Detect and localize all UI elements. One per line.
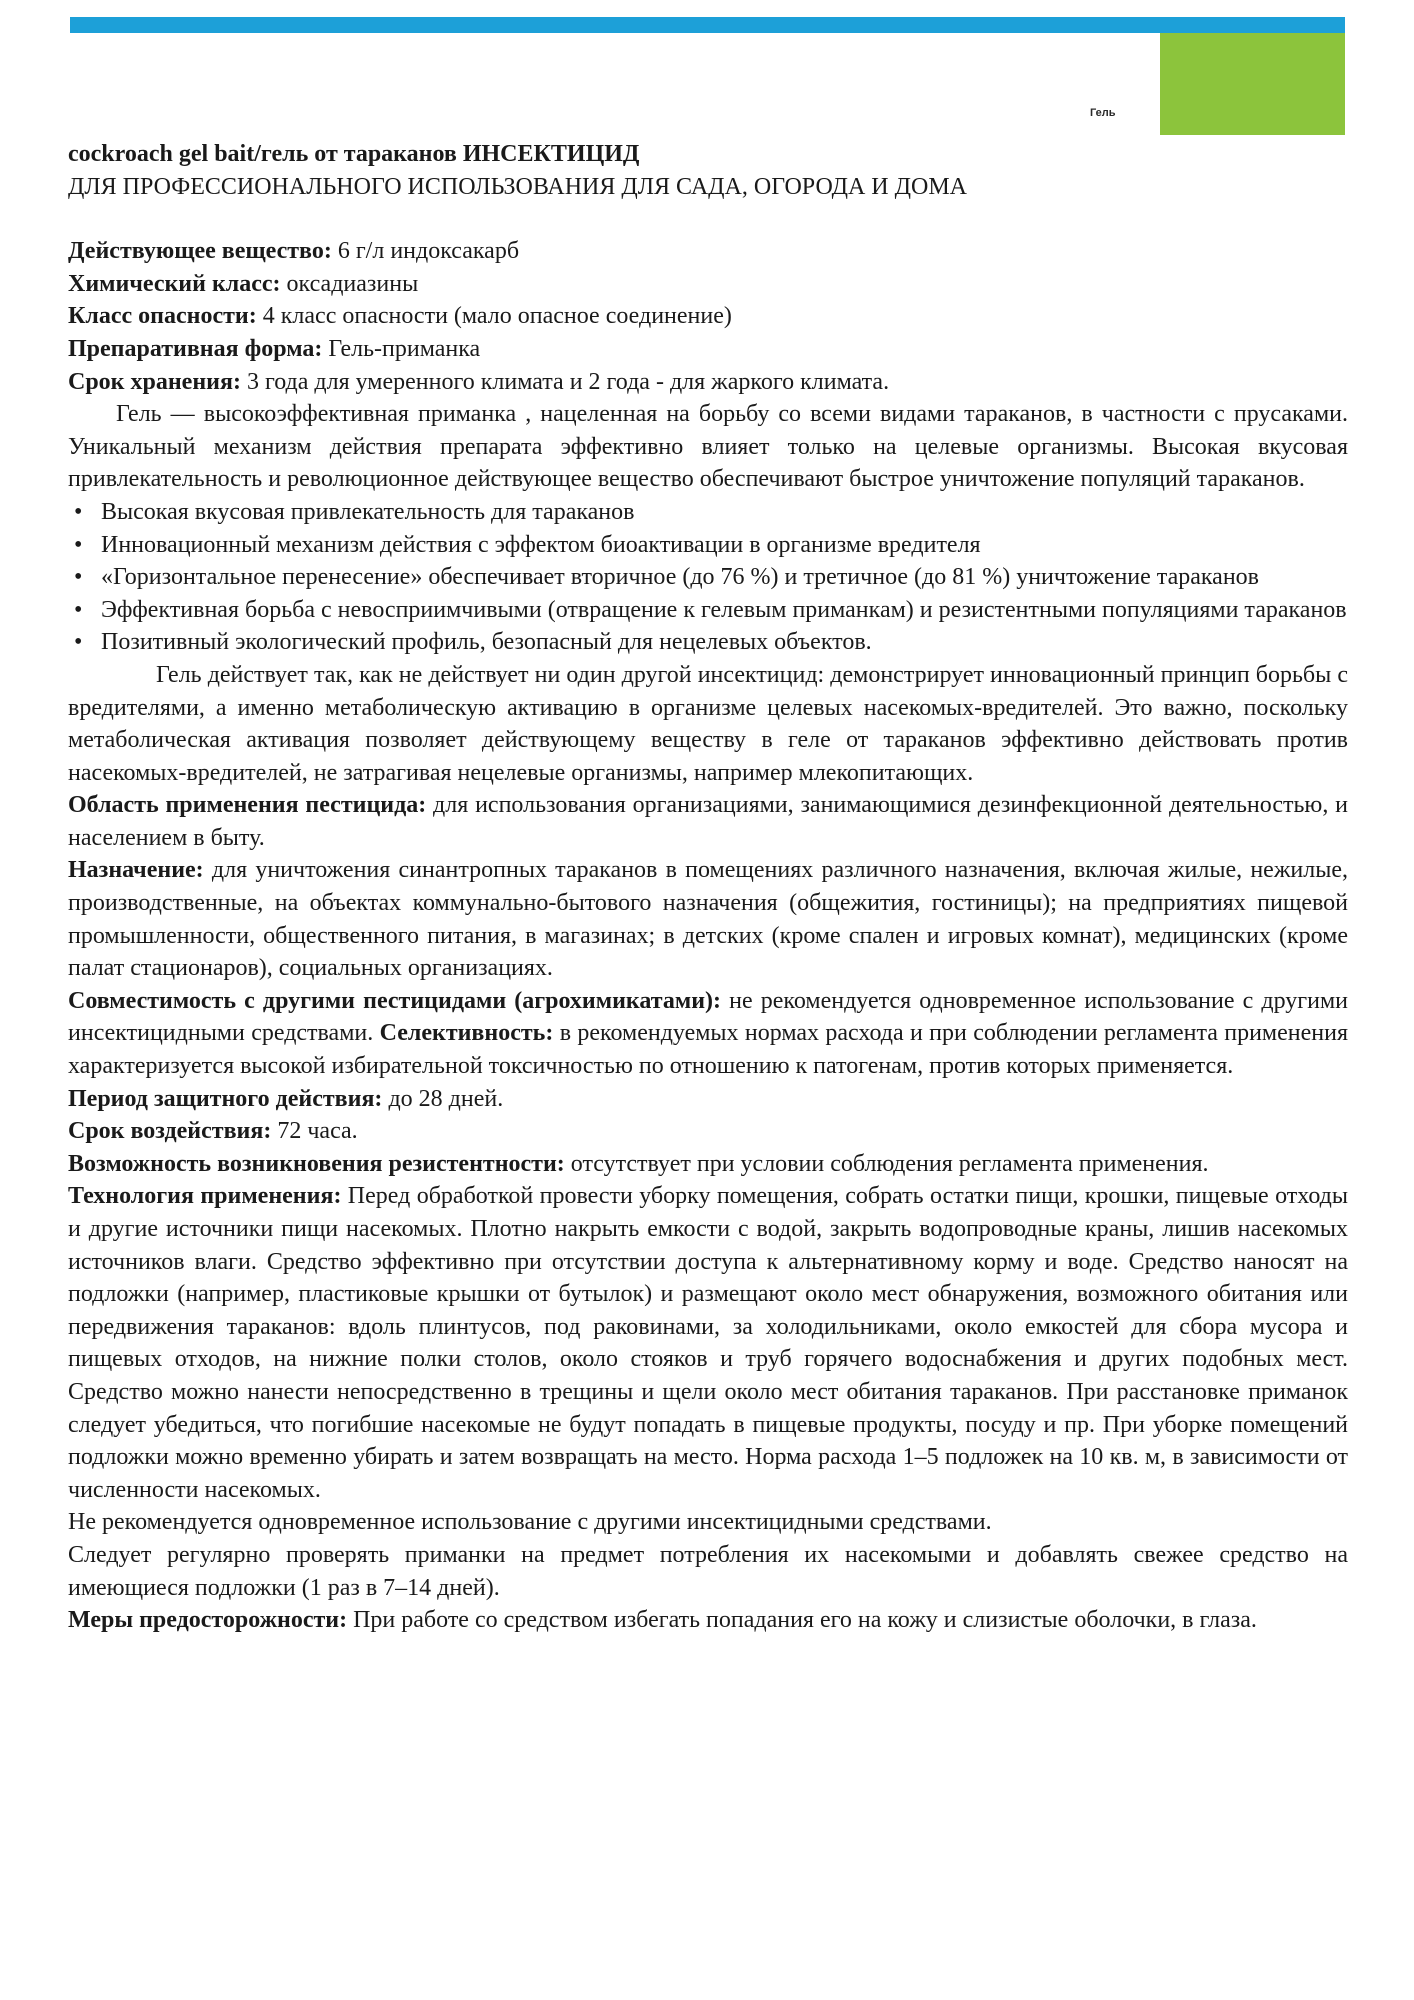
spec-value: 6 г/л индоксакарб (331, 238, 520, 265)
header-blue-bar (70, 17, 1345, 33)
spec-chemical-class (68, 268, 1348, 301)
spec-label: Препаративная форма: (68, 335, 323, 362)
document-subtitle: ДЛЯ ПРОФЕССИОНАЛЬНОГО ИСПОЛЬЗОВАНИЯ ДЛЯ САДА, ОГОРОДА И ДОМА (68, 173, 967, 200)
list-item: • Эффективная борьба с невосприимчивыми (отвращение к гелевым приманкам) и резистентными популяциями тараканов (68, 594, 1348, 627)
technology-paragraph: Технология применения: Перед обработкой провести уборку помещения, собрать остатки пищи, крошки, пищевые отходы и другие источники пищи насекомых. Плотно накрыть емкости с водой, закрыть водопроводные краны, лишив насекомых источников влаги. Средство эффективно при отсутствии доступа к альтернативному корму и воде. Средство наносят на подложки (например, пластиковые крышки от бутылок) и размещают около мест обнаружения, возможного обитания или передвижения тараканов: вдоль плинтусов, под раковинами, за холодильниками, около емкостей для сбора мусора и пищевых отходов, на нижние полки столов, около стояков и труб горячего водоснабжения и других подобных мест. Средство можно нанести непосредственно в трещины и щели около мест обитания тараканов. При расстановке приманок следует убедиться, что погибшие насекомые не будут попадать в пищевые продукты, посуду и пр. При уборке помещений подложки можно временно убирать и затем возвращать на место. Норма расхода 1–5 подложек на 10 кв. м, в зависимости от численности насекомых. (68, 1183, 1348, 1503)
spec-value: 4 класс опасности (мало опасное соединение) (256, 303, 732, 330)
note-paragraph: Следует регулярно проверять приманки на предмет потребления их насекомыми и добавлять свежее средство на имеющиеся подложки (1 раз в 7–14 дней). (68, 1541, 1348, 1601)
list-item: • Высокая вкусовая привлекательность для тараканов (68, 496, 1348, 529)
list-item: • «Горизонтальное перенесение» обеспечивает вторичное (до 76 %) и третичное (до 81 %) уничтожение тараканов (68, 561, 1348, 594)
bullet-icon: • (74, 629, 83, 656)
document-title: cockroach gel bait/гель от тараканов ИНСЕКТИЦИД (68, 141, 640, 167)
protection-period: Период защитного действия: до 28 дней. (68, 1085, 504, 1112)
spec-formulation (68, 333, 1348, 366)
section-label: Период защитного действия: (68, 1085, 383, 1112)
list-item: • Позитивный экологический профиль, безопасный для нецелевых объектов. (68, 626, 1348, 659)
compatibility-paragraph: Совместимость с другими пестицидами (агрохимикатами): не рекомендуется одновременное использование с другими инсектицидными средствами. Селективность: в рекомендуемых нормах расхода и при соблюдении регламента применения характеризуется высокой избирательной токсичностью по отношению к патогенам, против которых применяется. (68, 987, 1349, 1080)
scope-paragraph: Область применения пестицида: для использования организациями, занимающимися дезинфекционной деятельностью, и населением в быту. (68, 792, 1349, 851)
spec-label: Действующее вещество: (68, 238, 332, 265)
section-label: Срок воздействия: (68, 1118, 272, 1145)
benefits-list (68, 496, 1348, 659)
spec-value: Гель-приманка (322, 335, 481, 362)
section-label: Назначение: (68, 857, 204, 884)
bullet-icon: • (74, 564, 83, 591)
document-body (68, 138, 1348, 1637)
spec-active-substance (68, 235, 1348, 268)
exposure-period: Срок воздействия: 72 часа. (68, 1118, 358, 1145)
mechanism-paragraph: Гель действует так, как не действует ни один другой инсектицид: демонстрирует инновационный принцип борьбы с вредителями, а именно метаболическую активацию в организме целевых насекомых-вредителей. Это важно, поскольку метаболическая активация позволяет действующему веществу в геле от тараканов эффективно действовать против насекомых-вредителей, не затрагивая нецелевые организмы, например млекопитающих. (68, 661, 1348, 786)
purpose-paragraph: Назначение: для уничтожения синантропных тараканов в помещениях различного назначения, включая жилые, нежилые, производственные, на объектах коммунально-бытового назначения (общежития, гостиницы); на предприятиях пищевой промышленности, общественного питания, в магазинах; в детских (кроме спален и игровых комнат), медицинских (кроме палат стационаров), социальных организациях. (68, 857, 1348, 982)
spec-hazard-class (68, 300, 1348, 333)
bullet-icon: • (74, 531, 83, 558)
intro-paragraph: Гель — высокоэффективная приманка , нацеленная на борьбу со всеми видами тараканов, в частности с прусаками. Уникальный механизм действия препарата эффективно влияет только на целевые организмы. Высокая вкусовая привлекательность и революционное действующее вещество обеспечивают быстрое уничтожение популяций тараканов. (68, 401, 1348, 493)
spec-label: Класс опасности: (68, 303, 257, 330)
section-label: Область применения пестицида: (68, 792, 427, 819)
spec-shelf-life (68, 366, 1348, 399)
section-label: Технология применения: (68, 1183, 342, 1210)
brand-label: Гель (1090, 107, 1116, 119)
bullet-icon: • (74, 498, 83, 525)
resistance-paragraph: Возможность возникновения резистентности: отсутствует при условии соблюдения регламента применения. (68, 1150, 1209, 1177)
section-label: Селективность: (379, 1020, 554, 1047)
spec-value: 3 года для умеренного климата и 2 года - для жаркого климата. (240, 368, 890, 395)
bullet-icon: • (74, 596, 83, 623)
note-paragraph: Не рекомендуется одновременное использование с другими инсектицидными средствами. (68, 1509, 992, 1536)
safety-paragraph: Меры предосторожности: При работе со средством избегать попадания его на кожу и слизистые оболочки, в глаза. (68, 1607, 1257, 1634)
spec-label: Химический класс: (68, 270, 281, 297)
header-green-block (1160, 33, 1345, 135)
section-label: Совместимость с другими пестицидами (агрохимикатами): (68, 987, 722, 1014)
section-label: Меры предосторожности: (68, 1607, 348, 1634)
spec-value: оксадиазины (280, 270, 419, 297)
spec-label: Срок хранения: (68, 368, 241, 395)
list-item: • Инновационный механизм действия с эффектом биоактивации в организме вредителя (68, 529, 1348, 562)
section-label: Возможность возникновения резистентности: (68, 1150, 565, 1177)
